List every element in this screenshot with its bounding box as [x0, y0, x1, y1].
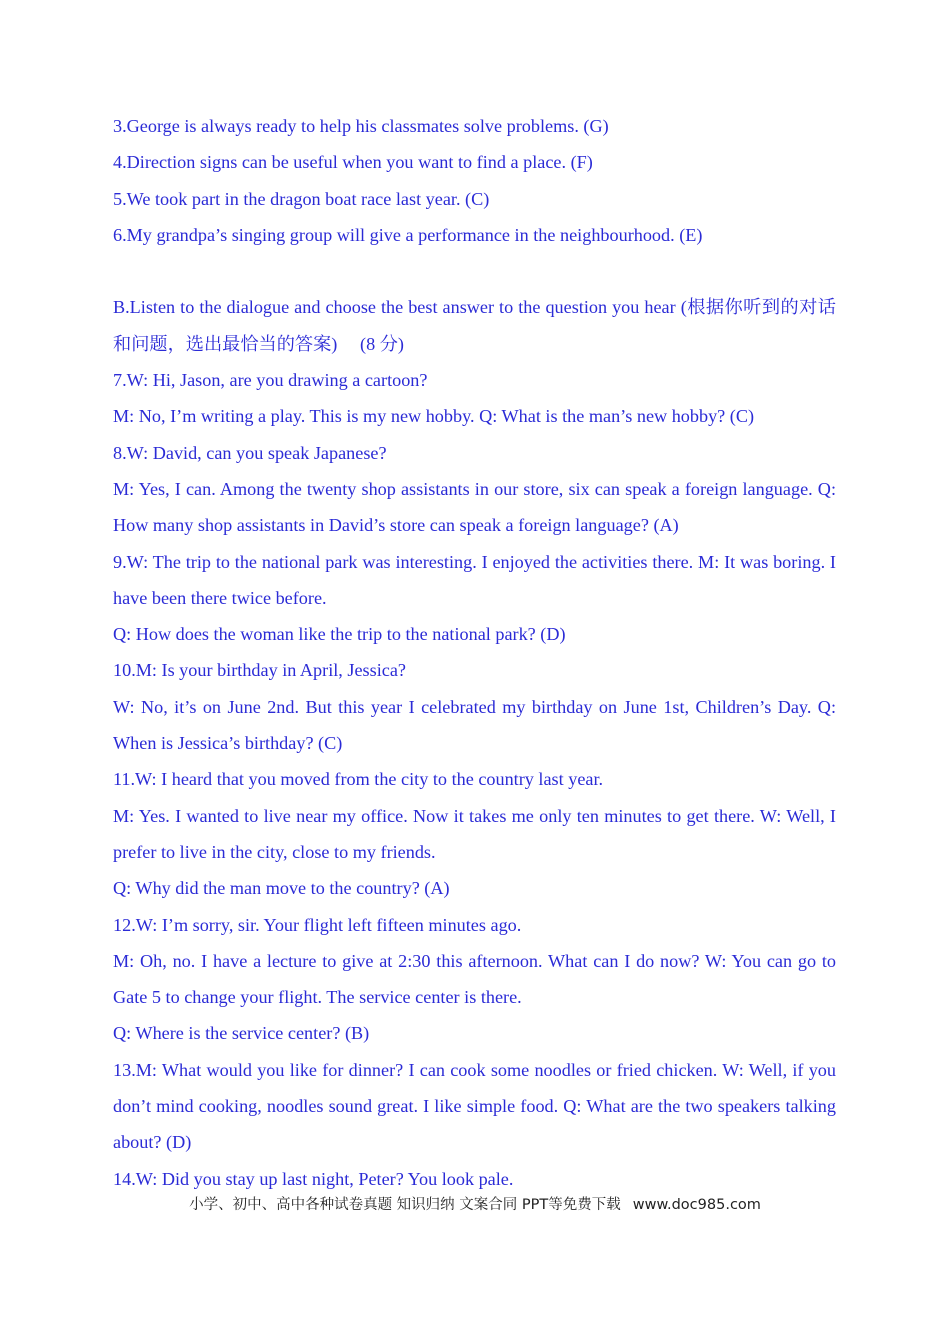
section-spacer [113, 253, 836, 289]
dialogue-7-m: M: No, I’m writing a play. This is my new hobby. Q: What is the man’s new hobby? (C) [113, 406, 755, 427]
answer-line-5: 5.We took part in the dragon boat race last year. (C) [113, 188, 490, 209]
dialogue-10-m: 10.M: Is your birthday in April, Jessica? [113, 660, 406, 681]
footer-text: 小学、初中、高中各种试卷真题 知识归纳 文案合同 PPT等免费下载 [189, 1197, 621, 1213]
dialogue-8-w: 8.W: David, can you speak Japanese? [113, 442, 387, 463]
dialogue-11-q: Q: Why did the man move to the country? (A) [113, 878, 450, 899]
dialogue-9: 9.W: The trip to the national park was interesting. I enjoyed the activities there. M: It was boring. I have been there twice before. [113, 551, 836, 608]
answer-line-6: 6.My grandpa’s singing group will give a performance in the neighbourhood. (E) [113, 224, 703, 245]
dialogue-11-m: M: Yes. I wanted to live near my office. Now it takes me only ten minutes to get there. W: Well, I prefer to live in the city, close to my friends. [113, 805, 836, 862]
answer-line-4: 4.Direction signs can be useful when you want to find a place. (F) [113, 152, 593, 173]
answer-line-3: 3.George is always ready to help his classmates solve problems. (G) [113, 116, 609, 136]
dialogue-11-w: 11.W: I heard that you moved from the city to the country last year. [113, 769, 604, 790]
footer-url: www.doc985.com [632, 1197, 761, 1213]
section-b-title: B.Listen to the dialogue and choose the best answer to the question you hear (根据你听到的对话和问题，选出最恰当的答案) (8 分) [113, 297, 836, 354]
dialogue-8-m: M: Yes, I can. Among the twenty shop assistants in our store, six can speak a foreign language. Q: How many shop assistants in David’s store can speak a foreign language? (A) [113, 478, 836, 536]
dialogue-14-w: 14.W: Did you stay up last night, Peter? You look pale. [113, 1168, 514, 1189]
dialogue-10-w: W: No, it’s on June 2nd. But this year I celebrated my birthday on June 1st, Children’s Day. Q: When is Jessica’s birthday? (C) [113, 696, 836, 754]
document-body [113, 108, 836, 1197]
page-footer [0, 1194, 950, 1216]
dialogue-12-w: 12.W: I’m sorry, sir. Your flight left fifteen minutes ago. [113, 914, 522, 935]
dialogue-12-q: Q: Where is the service center? (B) [113, 1023, 370, 1044]
dialogue-9-q: Q: How does the woman like the trip to the national park? (D) [113, 624, 566, 645]
dialogue-7-w: 7.W: Hi, Jason, are you drawing a cartoon? [113, 370, 428, 391]
dialogue-13: 13.M: What would you like for dinner? I can cook some noodles or fried chicken. W: Well, if you don’t mind cooking, noodles sound great. I like simple food. Q: What are the two speakers talking about? (D) [113, 1059, 836, 1153]
dialogue-12-m: M: Oh, no. I have a lecture to give at 2:30 this afternoon. What can I do now? W: You can go to Gate 5 to change your flight. The service center is there. [113, 950, 836, 1008]
